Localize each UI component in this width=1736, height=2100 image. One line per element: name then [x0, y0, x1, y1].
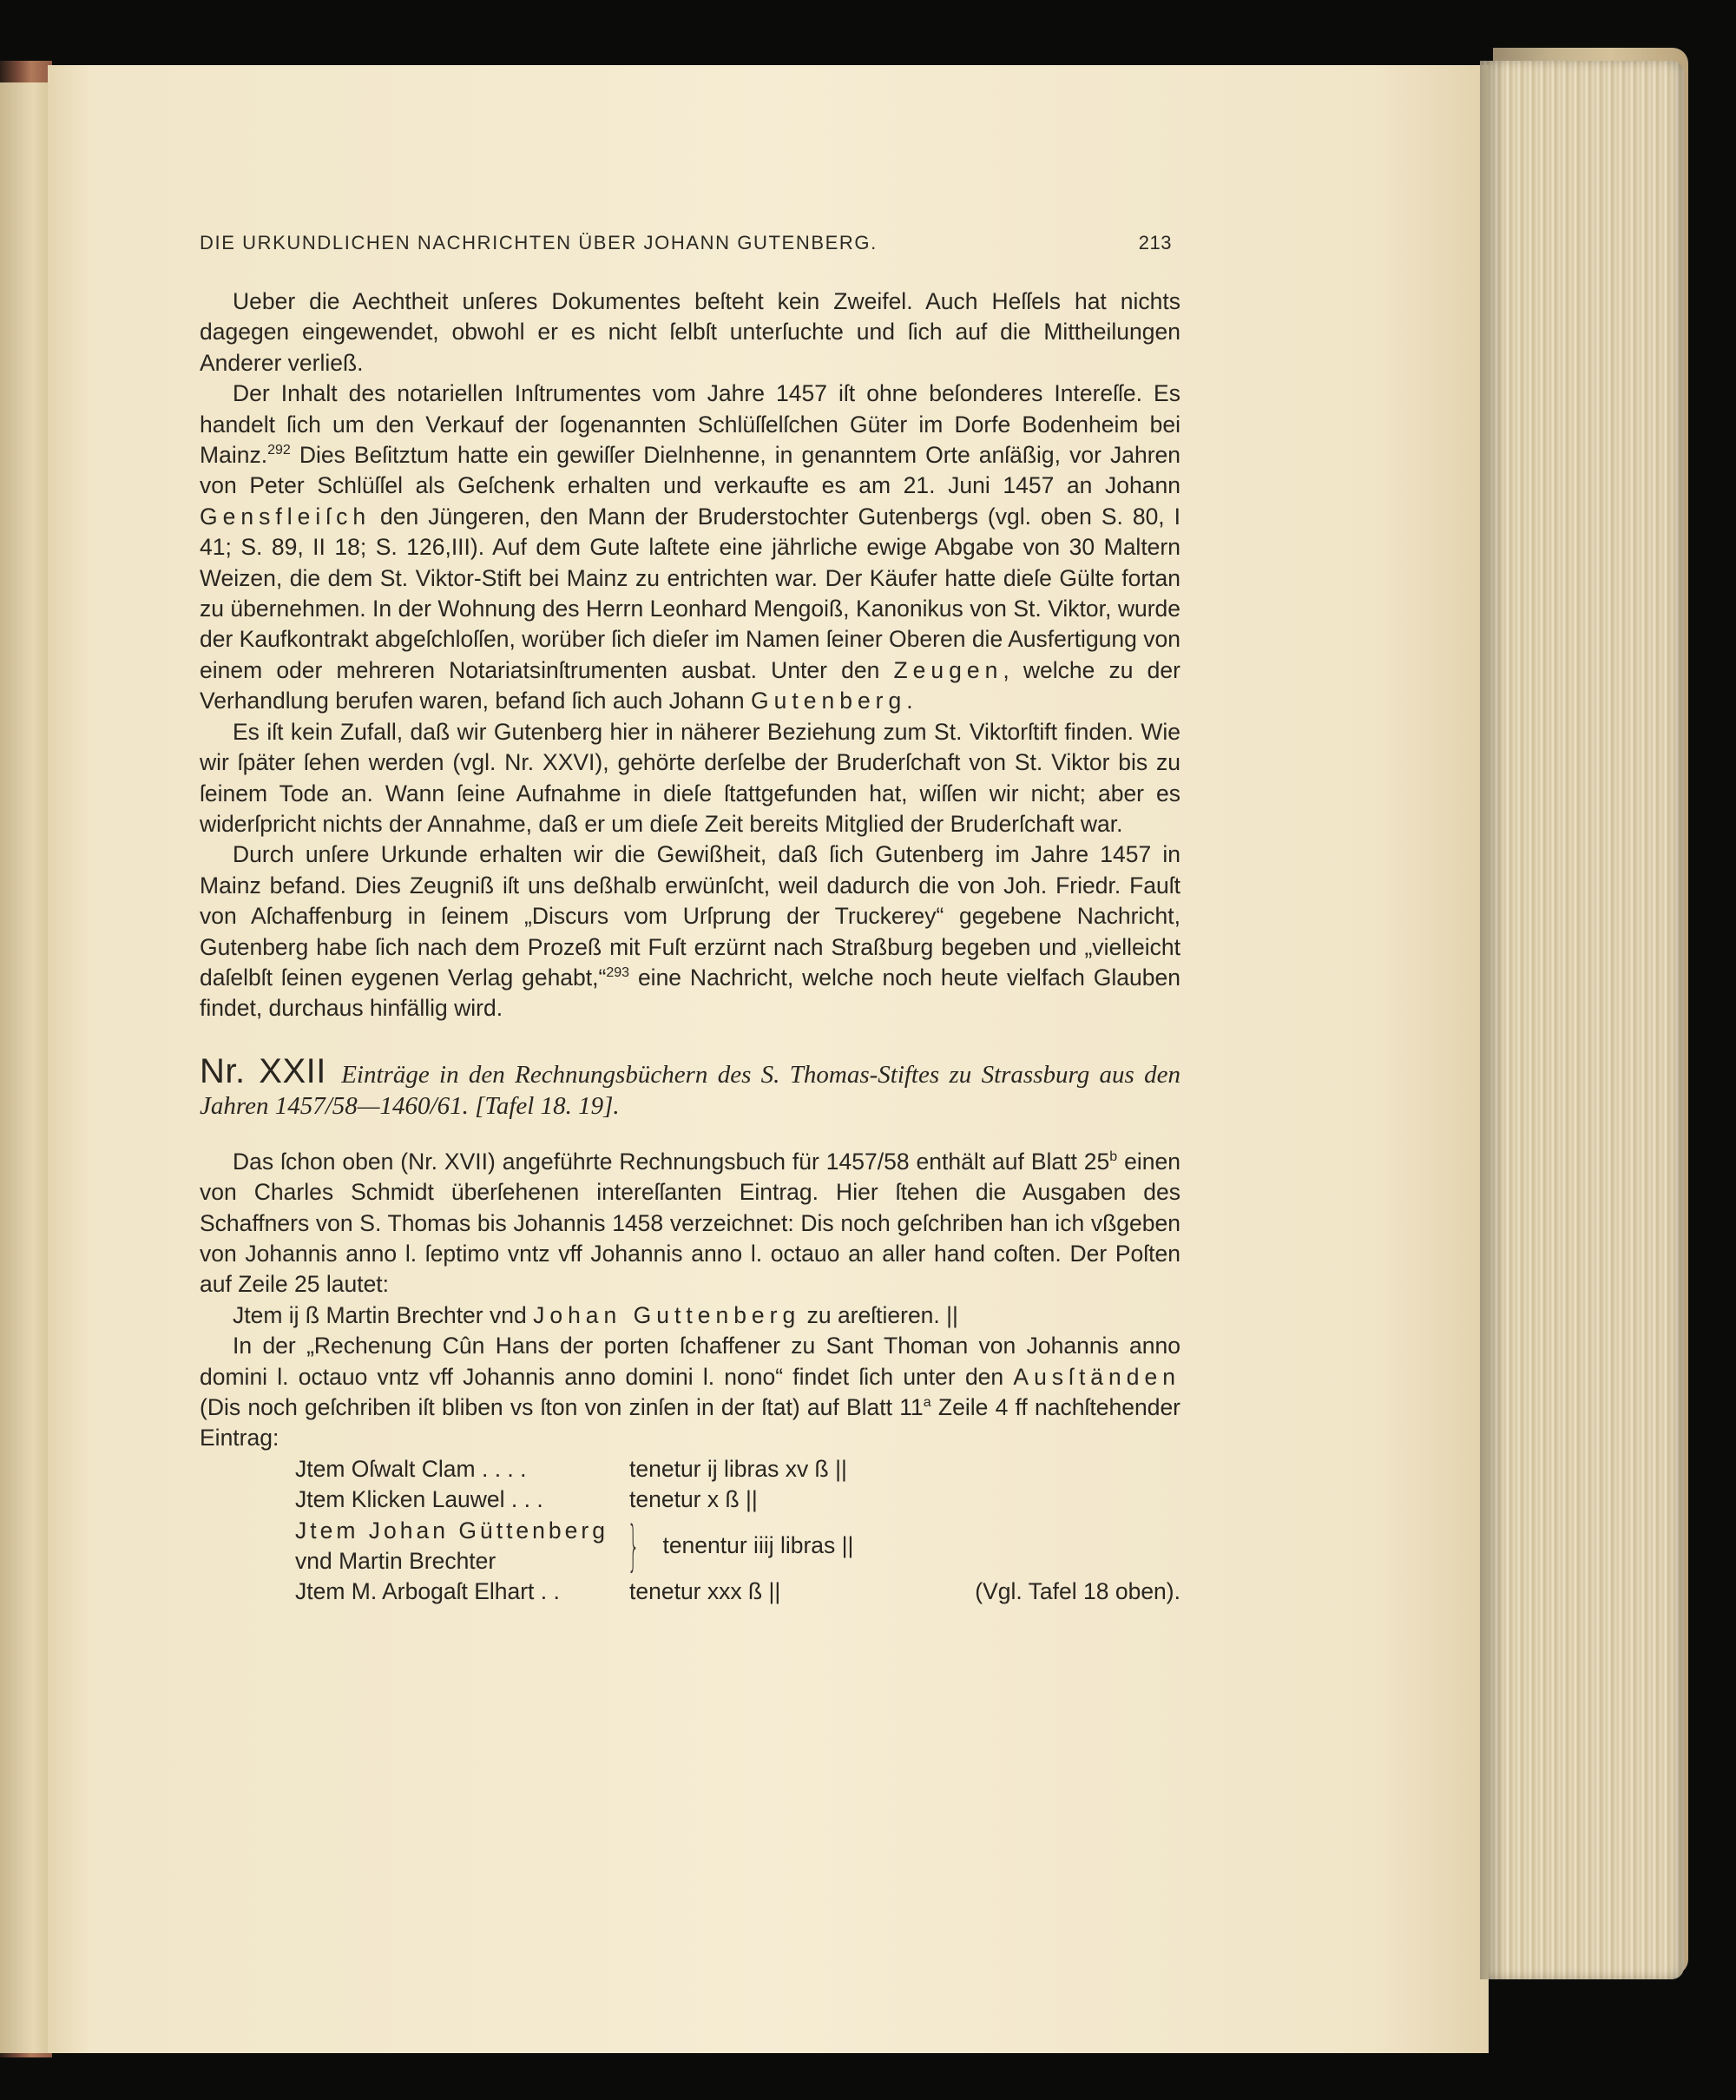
brace-glyph: }	[627, 1513, 640, 1577]
entry-name: Jtem M. Arbogaſt Elhart . .	[295, 1578, 560, 1605]
spaced-name-johan-guttenberg: Johan Guttenberg	[533, 1301, 801, 1328]
gutter-shadow	[1480, 61, 1506, 1979]
paragraph-rechenung: In der „Rechenung Cûn Hans der porten ſchaffener zu Sant Thoman von Johannis anno domini l. octauo vntz vff Johannis anno domini l. nono“ findet ſich unter den Ausſtänden (Dis noch geſchriben iſt bliben vs ſton von zinſen in der ſtat) auf Blatt 11$^a$ Zeile 4 ff nachſtehender Eintrag:	[200, 1333, 1181, 1452]
quote-line-25: Jtem ij ß Martin Brechter vnd Johan Guttenberg zu areſtieren. ||	[233, 1301, 958, 1328]
left-page-edge	[0, 82, 48, 2053]
footnote-292: 292	[267, 443, 291, 458]
section-number: Nr. XXII	[200, 1051, 326, 1090]
paragraph-rechnungsbuch: Das ſchon oben (Nr. XVII) angeführte Rechnungsbuch für 1457/58 enthält auf Blatt 25$^b$ einen von Charles Schmidt überſehenen intereſſanten Eintrag. Hier ſtehen die Ausgaben des Schaffners von S. Thomas bis Johannis 1458 verzeichnet: Dis noch geſchriben han ich vßgeben von Johannis anno l. ſeptimo vntz vff Johannis anno l. octauo an aller hand coſten. Der Poſten auf Zeile 25 lautet:	[200, 1148, 1180, 1298]
paragraph-authenticity: Ueber die Aechtheit unſeres Dokumentes beſteht kein Zweifel. Auch Heſſels hat nichts dagegen eingewendet, obwohl er es nicht ſelbſt unterſuchte und ſich auf die Mittheilungen Anderer verließ.	[200, 288, 1180, 376]
list-item	[295, 1577, 1180, 1607]
list-item	[295, 1484, 1180, 1515]
entries-list	[295, 1454, 1180, 1608]
list-item-braced	[295, 1513, 1180, 1577]
superscript-a: a	[923, 1395, 931, 1410]
running-title: DIE URKUNDLICHEN NACHRICHTEN ÜBER JOHANN GUTENBERG.	[200, 232, 878, 253]
entry-amount: tenetur xxx ß ||	[629, 1578, 781, 1605]
spaced-word-ausstaenden: Ausſtänden	[1013, 1363, 1180, 1390]
section-heading-nr-xxii: Nr. XXII Einträge in den Rechnungsbüchern des S. Thomas-Stiftes zu Strassburg aus den Jahren 1457/58—1460/61. [Tafel 18. 19].	[200, 1051, 1181, 1120]
running-header	[200, 232, 1172, 254]
footnote-293: 293	[606, 964, 630, 980]
entry-name: Jtem Klicken Lauwel . . .	[295, 1486, 543, 1513]
superscript-b: b	[1109, 1149, 1118, 1164]
braced-names	[295, 1516, 616, 1577]
entry-reference: (Vgl. Tafel 18 oben).	[975, 1578, 1180, 1605]
tafel-reference: Tafel 18. 19	[484, 1091, 604, 1120]
entry-name: Jtem Oſwalt Clam . . . .	[295, 1455, 527, 1482]
entry-amount: tenetur x ß ||	[629, 1486, 758, 1513]
entry-amount: tenetur ij libras xv ß ||	[629, 1455, 847, 1482]
list-item	[295, 1454, 1180, 1484]
entry-name-second: vnd Martin Brechter	[295, 1547, 496, 1574]
paragraph-notarial-instrument: Der Inhalt des notariellen Inſtrumentes vom Jahre 1457 iſt ohne beſonderes Intereſſe. Es handelt ſich um den Verkauf der ſogenannten Schlüſſelſchen Güter im Dorfe Bodenheim bei Mainz.$^{292}$ Dies Beſitztum hatte ein gewiſſer Dielnhenne, in genanntem Orte anſäßig, vor Jahren von Peter Schlüſſel als Geſchenk erhalten und verkaufte es am 21. Juni 1457 an Johann Gensfleiſch den Jüngeren, den Mann der Bruderstochter Gutenbergs (vgl. oben S. 80, I 41; S. 89, II 18; S. 126,III). Auf dem Gute laſtete eine jährliche ewige Abgabe von 30 Maltern Weizen, die dem St. Viktor-Stift bei Mainz zu entrichten war. Der Käufer hatte dieſe Gülte fortan zu übernehmen. In der Wohnung des Herrn Leonhard Mengoiß, Kanonikus von St. Viktor, wurde der Kaufkontrakt abgeſchloſſen, worüber ſich dieſer im Namen ſeiner Oberen die Ausfertigung von einem oder mehreren Notariatsinſtrumenten ausbat. Unter den Zeugen, welche zu der Verhandlung berufen waren, befand ſich auch Johann Gutenberg.	[200, 380, 1180, 714]
page-stack-edges	[1480, 61, 1684, 1979]
spaced-name-gensfleisch: Gensfleiſch	[200, 503, 372, 530]
paragraph-mainz-1457: Durch unſere Urkunde erhalten wir die Gewißheit, daß ſich Gutenberg im Jahre 1457 in Mainz befand. Dies Zeugniß iſt uns deßhalb erwünſcht, weil dadurch die von Joh. Friedr. Fauſt von Aſchaffenburg in ſeinem „Discurs vom Urſprung der Truckerey“ gegebene Nachricht, Gutenberg habe ſich nach dem Prozeß mit Fuſt erzürnt nach Straßburg begeben und „vielleicht daſelbſt ſeinen eygenen Verlag gehabt,“$^{293}$ eine Nachricht, welche noch heute vielfach Glauben findet, durchaus hinfällig wird.	[200, 841, 1180, 1022]
spaced-word-zeugen: Zeugen	[893, 656, 1003, 683]
paragraph-st-viktor: Es iſt kein Zufall, daß wir Gutenberg hier in näherer Beziehung zum St. Viktorſtift finden. Wie wir ſpäter ſehen werden (vgl. Nr. XXVI), gehörte derſelbe der Bruderſchaft von St. Viktor bis zu ſeinem Tode an. Wann ſeine Aufnahme in dieſe ſtattgefunden hat, wiſſen wir nicht; aber es widerſpricht nichts der Annahme, daß er um dieſe Zeit bereits Mitglied der Bruderſchaft war.	[200, 718, 1180, 837]
page-body	[200, 286, 1180, 1608]
page-number: 213	[1138, 232, 1172, 253]
spaced-name-gutenberg: Gutenberg	[751, 688, 907, 714]
entry-name: Jtem Johan Güttenberg	[295, 1517, 608, 1544]
entry-amount: tenentur iiij libras ||	[662, 1532, 854, 1559]
